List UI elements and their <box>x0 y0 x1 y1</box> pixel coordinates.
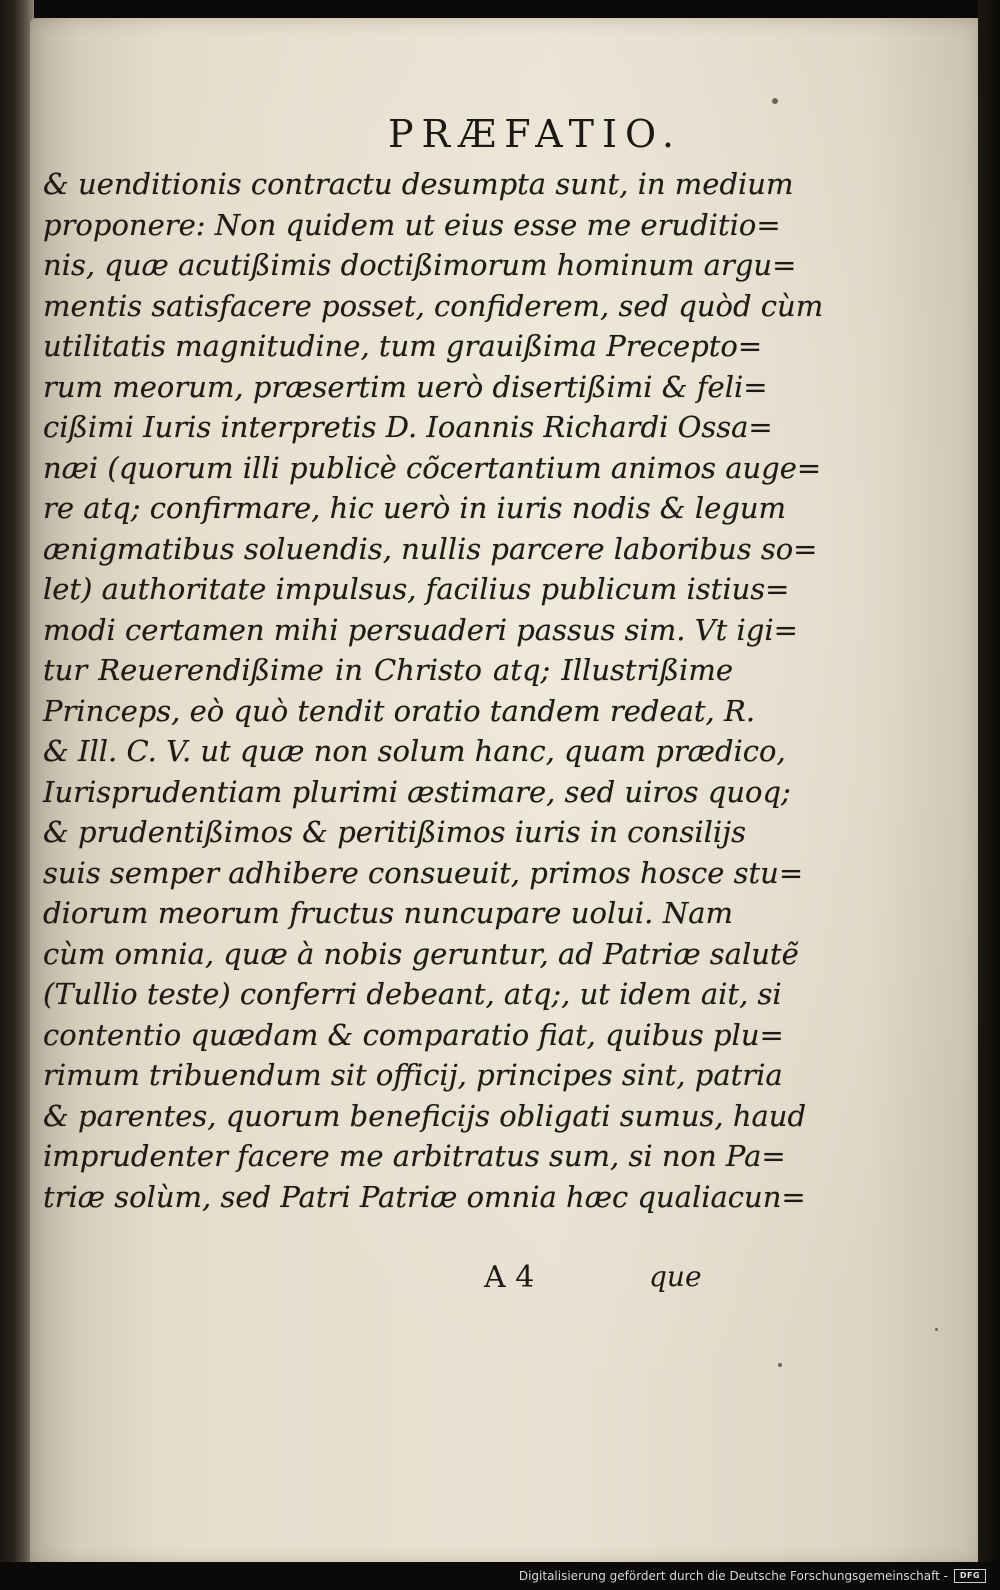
text-line: & uenditionis contractu desumpta sunt, in medium <box>43 167 794 201</box>
paper-spot <box>772 98 778 104</box>
text-line: Iurisprudentiam plurimi æstimare, sed uiros quoq; <box>43 774 791 809</box>
text-line: contentio quædam & comparatio fiat, quibus plu= <box>43 1017 784 1052</box>
paper-spot <box>935 1328 938 1331</box>
text-line: (Tullio teste) conferri debeant, atq;, ut idem ait, si <box>43 977 782 1011</box>
text-line: let) authoritate impulsus, facilius publicum istius= <box>43 572 790 606</box>
text-line: triæ solùm, sed Patri Patriæ omnia hæc qualiacun= <box>43 1179 806 1214</box>
text-line: cùm omnia, quæ à nobis geruntur, ad Patriæ salutẽ <box>43 936 799 971</box>
text-line: nis, quæ acutißimis doctißimorum hominum argu= <box>43 248 797 282</box>
text-line: re atq; confirmare, hic uerò in iuris nodis & legum <box>43 491 787 525</box>
signature-mark: A 4 <box>484 1260 535 1295</box>
running-head: PRÆFATIO. <box>387 112 682 156</box>
text-line: mentis satisfacere posset, confiderem, sed quòd cùm <box>43 288 824 323</box>
dfg-logo: DFG <box>954 1569 986 1583</box>
text-line: tur Reuerendißime in Christo atq; Illustrißime <box>43 653 733 687</box>
book-binding-edge <box>0 0 34 1562</box>
text-line: utilitatis magnitudine, tum grauißima Precepto= <box>43 329 763 363</box>
footer-bar <box>0 1562 1000 1590</box>
text-line: & parentes, quorum beneficijs obligati sumus, haud <box>43 1098 807 1133</box>
body-text <box>43 164 824 1217</box>
text-line: suis semper adhibere consueuit, primos hosce stu= <box>43 855 804 890</box>
text-line: & Ill. C. V. ut quæ non solum hanc, quam prædico, <box>43 734 786 768</box>
text-line: & prudentißimos & peritißimos iuris in consilijs <box>43 815 747 849</box>
text-line: rimum tribuendum sit officij, principes sint, patria <box>43 1058 783 1092</box>
page-edge-shadow <box>978 0 1000 1562</box>
paper-spot <box>778 1363 782 1367</box>
text-line: modi certamen mihi persuaderi passus sim. Vt igi= <box>43 612 798 647</box>
text-line: rum meorum, præsertim uerò disertißimi & feli= <box>43 369 768 404</box>
text-line: cißimi Iuris interpretis D. Ioannis Richardi Ossa= <box>43 410 773 444</box>
text-line: proponere: Non quidem ut eius esse me eruditio= <box>43 207 781 242</box>
text-line: Princeps, eò quò tendit oratio tandem redeat, R. <box>43 693 756 728</box>
funding-credit: Digitalisierung gefördert durch die Deutsche Forschungsgemeinschaft - <box>518 1569 948 1583</box>
text-line: imprudenter facere me arbitratus sum, si non Pa= <box>43 1139 786 1173</box>
text-line: ænigmatibus soluendis, nullis parcere laboribus so= <box>43 531 818 566</box>
text-line: diorum meorum fructus nuncupare uolui. Nam <box>43 896 733 930</box>
text-line: næi (quorum illi publicè cõcertantium animos auge= <box>43 450 822 485</box>
catchword: que <box>649 1260 702 1293</box>
